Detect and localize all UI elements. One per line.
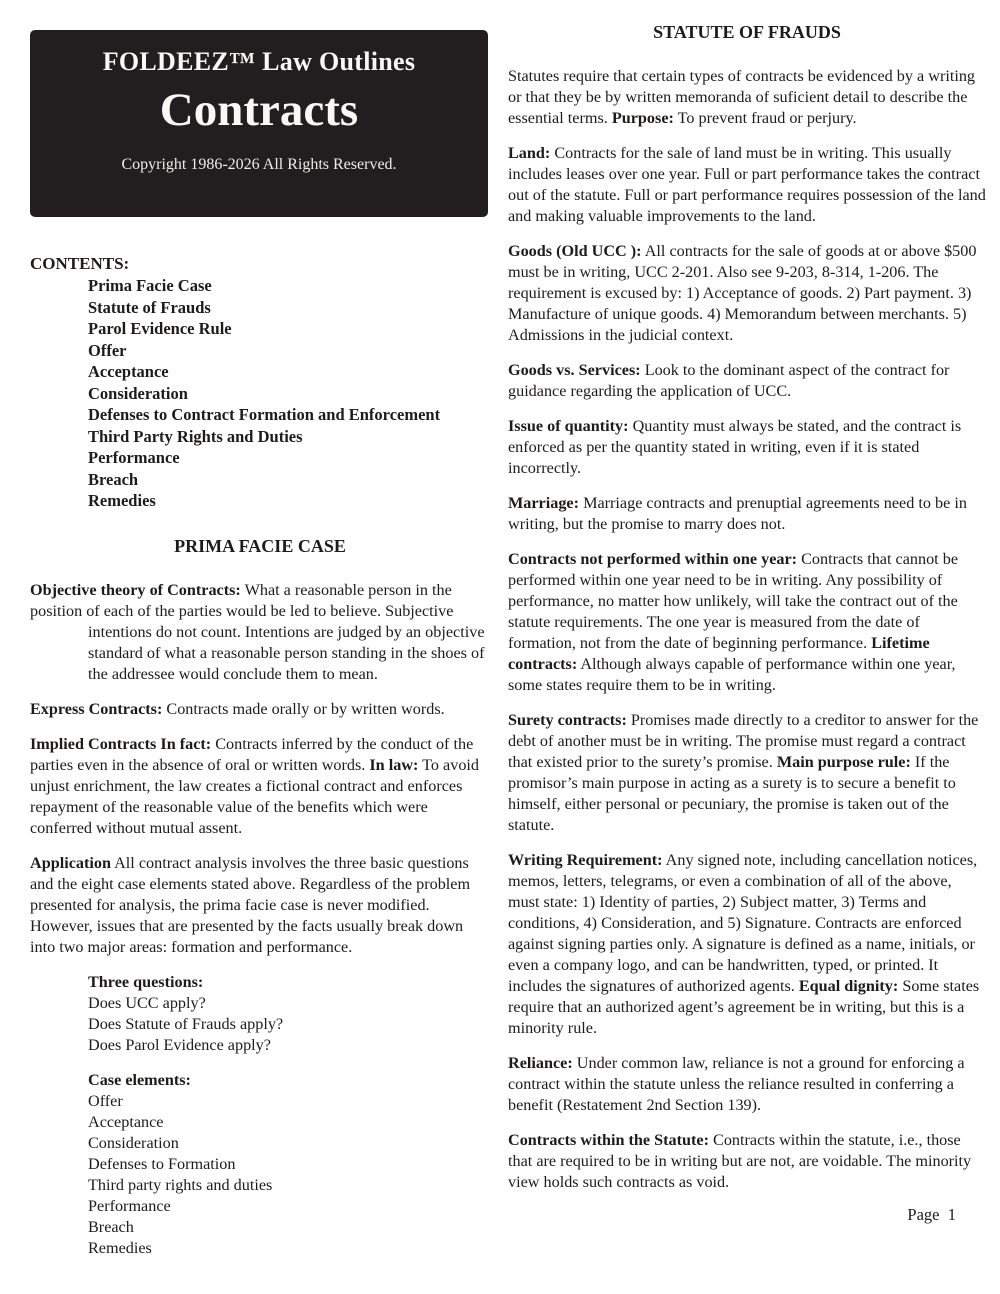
contents-list bbox=[88, 275, 490, 512]
list-item: Does Statute of Frauds apply? bbox=[88, 1014, 284, 1033]
list-item: Breach bbox=[88, 1217, 134, 1236]
list-item: Does UCC apply? bbox=[88, 993, 206, 1012]
case-elements-list bbox=[88, 1091, 490, 1259]
list-item: Defenses to Formation bbox=[88, 1154, 236, 1173]
paragraph-goods-old-ucc: Goods (Old UCC ): All contracts for the sale of goods at or above $500 must be in writing, UCC 2-201. Also see 9-203, 8-314, 1-206. The requirement is excused by: 1) Acceptance of goods. 2) Part payment. 3) Manufacture of unique goods. 4) Memorandum between merchants. 5) Admissions in the judicial context. bbox=[508, 242, 977, 344]
paragraph-issue-of-quantity: Issue of quantity: Quantity must always be stated, and the contract is enforced as per the quantity stated in writing, even if it is stated incorrectly. bbox=[508, 417, 962, 477]
paragraph-objective-theory: Objective theory of Contracts: What a reasonable person in the position of each of the parties would be led to believe. Subjective bbox=[30, 580, 454, 620]
list-item: Performance bbox=[88, 448, 180, 467]
list-item: Does Parol Evidence apply? bbox=[88, 1035, 271, 1054]
list-item: Breach bbox=[88, 469, 139, 489]
brand-title: FOLDEEZ™ Law Outlines bbox=[102, 47, 416, 76]
case-elements-block bbox=[88, 1070, 490, 1259]
paragraph-contracts-one-year: Contracts not performed within one year: Contracts that cannot be performed within one year need to be in writing. Any possibility of performance, no matter how unlikely, will take the contract out of the statute requirements. The one year is measured from the date of formation, not from the date of beginning performance. Lifetime contracts: Although always capable of performance within one year, some states require them to be in writing. bbox=[508, 550, 959, 694]
list-item: Third Party Rights and Duties bbox=[88, 426, 303, 446]
paragraph-application: Application All contract analysis involves the three basic questions and the eight case elements stated above. Regardless of the problem presented for analysis, the prima facie case is never modified. However, issues that are presented by the facts usually break down into two major areas: formation and performance. bbox=[30, 853, 471, 956]
copyright-notice: Copyright 1986-2026 All Rights Reserved. bbox=[121, 156, 397, 173]
three-questions-list bbox=[88, 993, 490, 1056]
paragraph-goods-vs-services: Goods vs. Services: Look to the dominant aspect of the contract for guidance regarding the application of UCC. bbox=[508, 361, 950, 400]
list-item: Acceptance bbox=[88, 362, 169, 381]
three-questions-heading: Three questions: bbox=[88, 972, 204, 991]
paragraph-land: Land: Contracts for the sale of land must be in writing. This usually includes leases over one year. Full or part performance takes the contract out of the statute. Full or part performance requires possession of the land and making valuable improvements to the land. bbox=[508, 144, 986, 225]
case-elements-heading: Case elements: bbox=[88, 1070, 191, 1089]
list-item: Performance bbox=[88, 1196, 171, 1215]
title-banner bbox=[30, 30, 488, 217]
paragraph-express-contracts: Express Contracts: Contracts made orally or by written words. bbox=[30, 699, 445, 718]
paragraph-objective-theory-continued: intentions do not count. Intentions are judged by an objective standard of what a reasonable person standing in the shoes of the addressee would conclude them to mean. bbox=[88, 622, 485, 683]
paragraph-reliance: Reliance: Under common law, reliance is not a ground for enforcing a contract within the statute unless the reliance resulted in conferring a benefit (Restatement 2nd Section 139). bbox=[508, 1054, 965, 1114]
list-item: Offer bbox=[88, 1091, 123, 1110]
paragraph-writing-requirement: Writing Requirement: Any signed note, including cancellation notices, memos, letters, telegrams, or even a combination of all of the above, must state: 1) Identity of parties, 2) Subject matter, 3) Terms and conditions, 4) Consideration, and 5) Signature. Contracts are enforced against signing parties only. A signature is defined as a name, initials, or even a company logo, and can be handwritten, typed, or printed. It includes the signatures of authorized agents. Equal dignity: Some states require that an authorized agent’s agreement be in writing, but this is a minority rule. bbox=[508, 851, 980, 1037]
document-title: Contracts bbox=[159, 84, 359, 136]
paragraph-surety-contracts: Surety contracts: Promises made directly to a creditor to answer for the debt of another must be in writing. The promise must regard a contract that existed prior to the surety’s promise. Main purpose rule: If the promisor’s main purpose in acting as a surety is to secure a benefit to himself, either personal or pecuniary, the promise is taken out of the statute. bbox=[508, 711, 979, 834]
section-heading-statute-of-frauds: STATUTE OF FRAUDS bbox=[653, 22, 841, 42]
left-column bbox=[30, 30, 490, 1273]
list-item: Offer bbox=[88, 340, 127, 360]
contents-heading: CONTENTS: bbox=[30, 254, 130, 273]
section-heading-prima-facie-case: PRIMA FACIE CASE bbox=[174, 535, 346, 556]
list-item: Remedies bbox=[88, 1238, 152, 1257]
list-item: Consideration bbox=[88, 1133, 179, 1152]
paragraph-statute-intro: Statutes require that certain types of contracts be evidenced by a writing or that they be by written memoranda of suficient detail to describe the essential terms. Purpose: To prevent fraud or perjury. bbox=[508, 67, 976, 127]
list-item: Parol Evidence Rule bbox=[88, 319, 232, 338]
list-item: Statute of Frauds bbox=[88, 297, 211, 317]
list-item: Prima Facie Case bbox=[88, 276, 212, 295]
page-number: Page 1 bbox=[907, 1205, 956, 1224]
list-item: Consideration bbox=[88, 383, 188, 403]
table-of-contents bbox=[30, 253, 490, 512]
list-item: Acceptance bbox=[88, 1112, 164, 1131]
right-column bbox=[508, 20, 986, 1207]
list-item: Third party rights and duties bbox=[88, 1175, 273, 1194]
list-item: Defenses to Contract Formation and Enforcement bbox=[88, 405, 441, 424]
paragraph-implied-contracts: Implied Contracts In fact: Contracts inferred by the conduct of the parties even in the absence of oral or written words. In law: To avoid unjust enrichment, the law creates a fictional contract and enforces repayment of the reasonable value of the benefits which were conferred without mutual assent. bbox=[30, 734, 480, 837]
list-item: Remedies bbox=[88, 491, 156, 510]
three-questions-block bbox=[88, 972, 490, 1056]
paragraph-contracts-within-statute: Contracts within the Statute: Contracts within the statute, i.e., those that are required to be in writing but are not, are voidable. The minority view holds such contracts as void. bbox=[508, 1131, 972, 1191]
paragraph-marriage: Marriage: Marriage contracts and prenuptial agreements need to be in writing, but the promise to marry does not. bbox=[508, 494, 967, 533]
